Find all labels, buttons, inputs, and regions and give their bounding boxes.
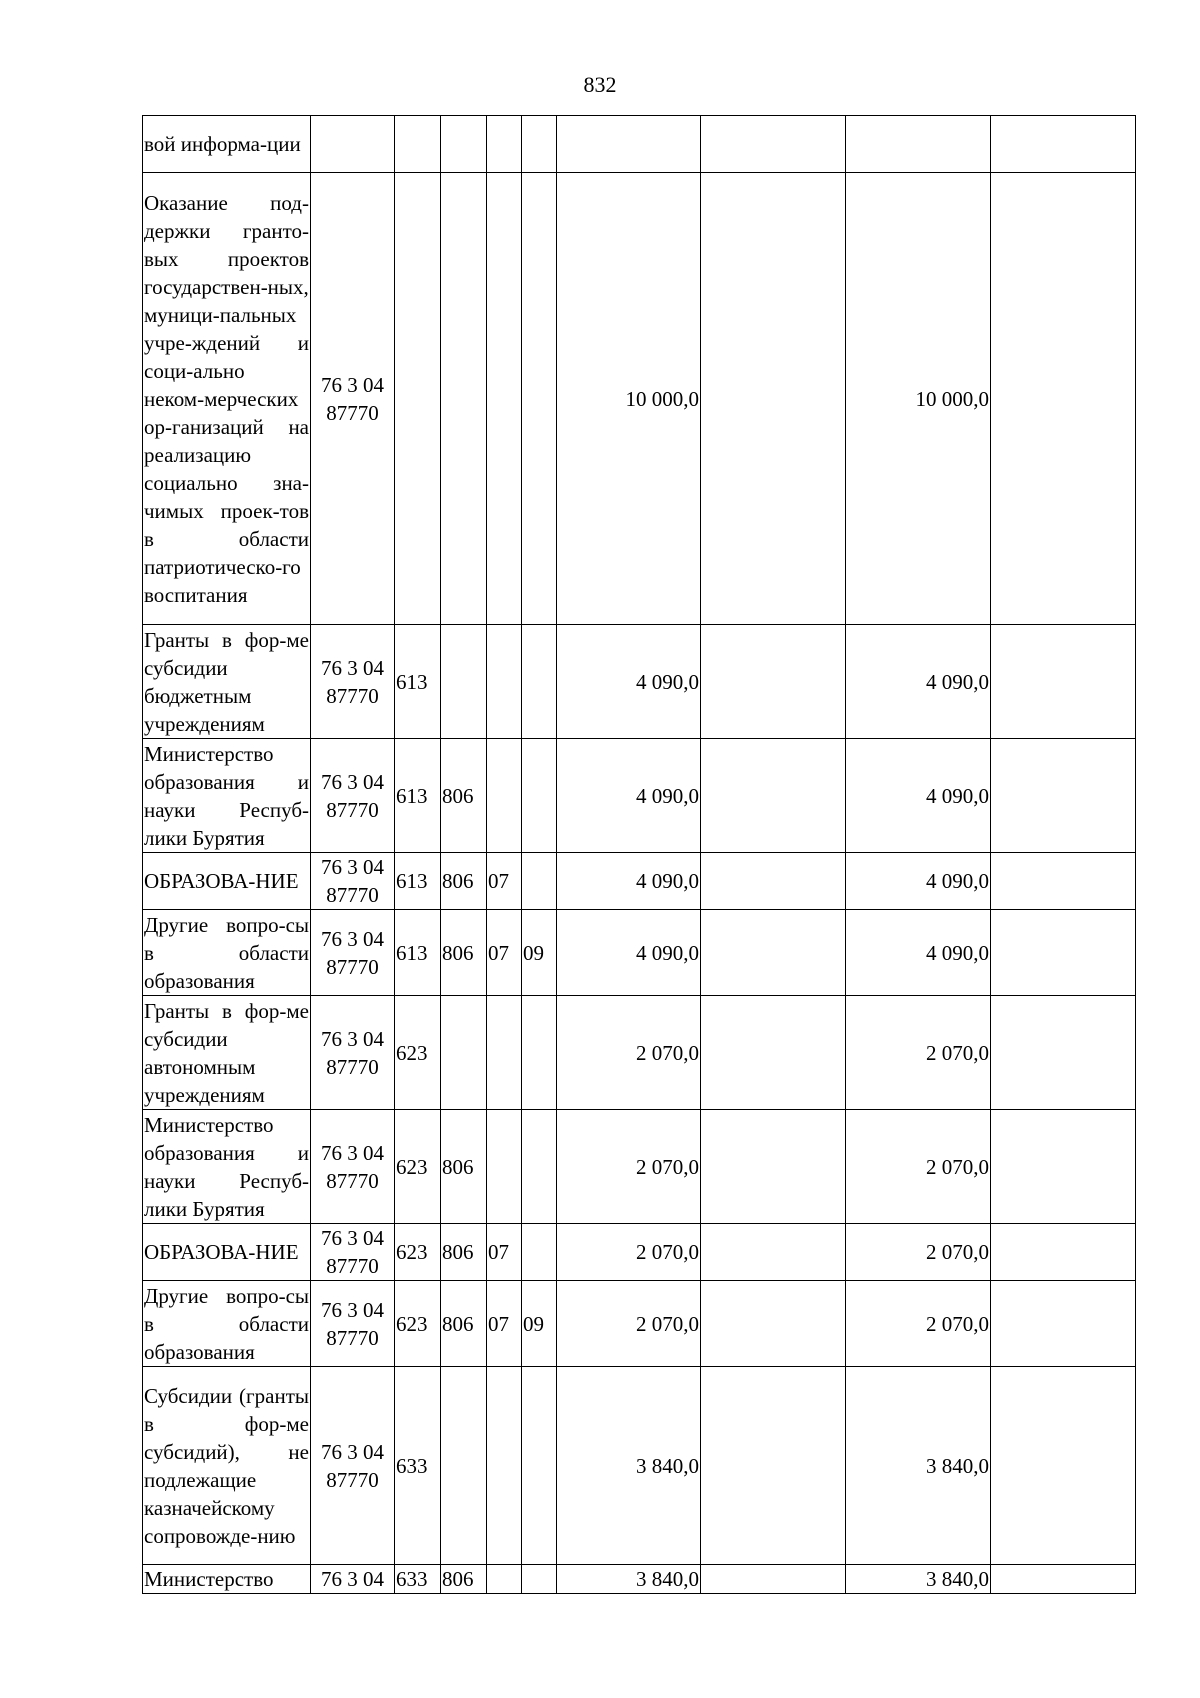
target-code: 76 3 04 [311,1565,395,1594]
amount-1: 3 840,0 [557,1367,701,1565]
amount-2 [701,1224,846,1281]
amount-2 [701,1565,846,1594]
target-code: 76 3 04 87770 [311,1281,395,1367]
expense-type-code: 613 [395,739,441,853]
amount-1: 4 090,0 [557,853,701,910]
amount-1: 2 070,0 [557,1224,701,1281]
row-name: вой информа-ции [143,116,311,173]
amount-3: 4 090,0 [846,910,991,996]
row-name: Гранты в фор-ме субсидии автономным учреждениям [143,996,311,1110]
amount-4 [991,116,1136,173]
target-code: 76 3 04 87770 [311,1110,395,1224]
amount-4 [991,625,1136,739]
ministry-code [441,173,487,625]
amount-3: 10 000,0 [846,173,991,625]
section-code [487,1367,522,1565]
amount-2 [701,116,846,173]
table-row [143,1281,1136,1367]
ministry-code: 806 [441,1110,487,1224]
amount-1: 2 070,0 [557,1110,701,1224]
page-number: 832 [583,72,617,97]
table-row [143,1367,1136,1565]
ministry-code: 806 [441,910,487,996]
amount-3: 4 090,0 [846,739,991,853]
ministry-code: 806 [441,853,487,910]
amount-2 [701,625,846,739]
amount-4 [991,173,1136,625]
amount-1: 4 090,0 [557,739,701,853]
ministry-code [441,1367,487,1565]
ministry-code: 806 [441,1224,487,1281]
amount-3 [846,116,991,173]
expense-type-code: 623 [395,1110,441,1224]
row-name: Министерство образования и науки Респуб-лики Бурятия [143,739,311,853]
amount-2 [701,996,846,1110]
row-name: ОБРАЗОВА-НИЕ [143,1224,311,1281]
target-code: 76 3 04 87770 [311,173,395,625]
amount-4 [991,1565,1136,1594]
amount-4 [991,1367,1136,1565]
ministry-code [441,116,487,173]
amount-1: 2 070,0 [557,996,701,1110]
ministry-code: 806 [441,1281,487,1367]
row-name: Оказание под-держки гранто-вых проектов государствен-ных, муници-пальных учре-ждений и соци-ально неком-мерческих ор-ганизаций на реализацию социально зна-чимых проек-тов в области патриотическо-го воспитания [143,173,311,625]
subsection-code [522,996,557,1110]
target-code: 76 3 04 87770 [311,910,395,996]
amount-1: 4 090,0 [557,625,701,739]
table-row [143,1224,1136,1281]
expense-type-code: 623 [395,1281,441,1367]
expense-type-code: 623 [395,996,441,1110]
section-code [487,625,522,739]
amount-3: 3 840,0 [846,1367,991,1565]
expense-type-code: 623 [395,1224,441,1281]
row-name: Гранты в фор-ме субсидии бюджетным учреждениям [143,625,311,739]
target-code: 76 3 04 87770 [311,1224,395,1281]
table-row [143,173,1136,625]
amount-4 [991,739,1136,853]
subsection-code: 09 [522,1281,557,1367]
section-code [487,116,522,173]
target-code: 76 3 04 87770 [311,1367,395,1565]
amount-2 [701,1281,846,1367]
amount-3: 3 840,0 [846,1565,991,1594]
expense-type-code: 613 [395,910,441,996]
amount-1: 2 070,0 [557,1281,701,1367]
budget-table [142,115,1136,1594]
expense-type-code: 633 [395,1367,441,1565]
section-code [487,173,522,625]
ministry-code: 806 [441,1565,487,1594]
amount-2 [701,853,846,910]
amount-2 [701,173,846,625]
subsection-code [522,173,557,625]
amount-4 [991,1110,1136,1224]
expense-type-code: 633 [395,1565,441,1594]
section-code [487,1565,522,1594]
table-row [143,625,1136,739]
target-code: 76 3 04 87770 [311,996,395,1110]
row-name: ОБРАЗОВА-НИЕ [143,853,311,910]
amount-4 [991,910,1136,996]
ministry-code: 806 [441,739,487,853]
ministry-code [441,625,487,739]
row-name: Министерство образования и науки Респуб-лики Бурятия [143,1110,311,1224]
table-row [143,116,1136,173]
table-row [143,739,1136,853]
table-row [143,1565,1136,1594]
row-name: Субсидии (гранты в фор-ме субсидий), не подлежащие казначейскому сопровожде-нию [143,1367,311,1565]
section-code: 07 [487,1281,522,1367]
amount-2 [701,739,846,853]
table-row [143,910,1136,996]
amount-4 [991,996,1136,1110]
expense-type-code [395,116,441,173]
expense-type-code [395,173,441,625]
amount-4 [991,1281,1136,1367]
target-code [311,116,395,173]
target-code: 76 3 04 87770 [311,625,395,739]
subsection-code [522,1367,557,1565]
subsection-code [522,853,557,910]
section-code [487,996,522,1110]
amount-4 [991,1224,1136,1281]
section-code [487,1110,522,1224]
table-row [143,996,1136,1110]
subsection-code [522,1565,557,1594]
row-name: Министерство [143,1565,311,1594]
section-code: 07 [487,1224,522,1281]
section-code: 07 [487,853,522,910]
amount-3: 2 070,0 [846,1281,991,1367]
section-code [487,739,522,853]
amount-1 [557,116,701,173]
table-row [143,853,1136,910]
amount-2 [701,1110,846,1224]
section-code: 07 [487,910,522,996]
table-row [143,1110,1136,1224]
target-code: 76 3 04 87770 [311,853,395,910]
amount-1: 4 090,0 [557,910,701,996]
amount-3: 4 090,0 [846,625,991,739]
subsection-code [522,116,557,173]
subsection-code [522,625,557,739]
row-name: Другие вопро-сы в области образования [143,1281,311,1367]
subsection-code: 09 [522,910,557,996]
amount-1: 10 000,0 [557,173,701,625]
amount-4 [991,853,1136,910]
amount-3: 2 070,0 [846,1224,991,1281]
subsection-code [522,1110,557,1224]
amount-3: 4 090,0 [846,853,991,910]
expense-type-code: 613 [395,853,441,910]
amount-1: 3 840,0 [557,1565,701,1594]
subsection-code [522,1224,557,1281]
amount-2 [701,910,846,996]
amount-2 [701,1367,846,1565]
row-name: Другие вопро-сы в области образования [143,910,311,996]
ministry-code [441,996,487,1110]
subsection-code [522,739,557,853]
amount-3: 2 070,0 [846,1110,991,1224]
expense-type-code: 613 [395,625,441,739]
amount-3: 2 070,0 [846,996,991,1110]
target-code: 76 3 04 87770 [311,739,395,853]
